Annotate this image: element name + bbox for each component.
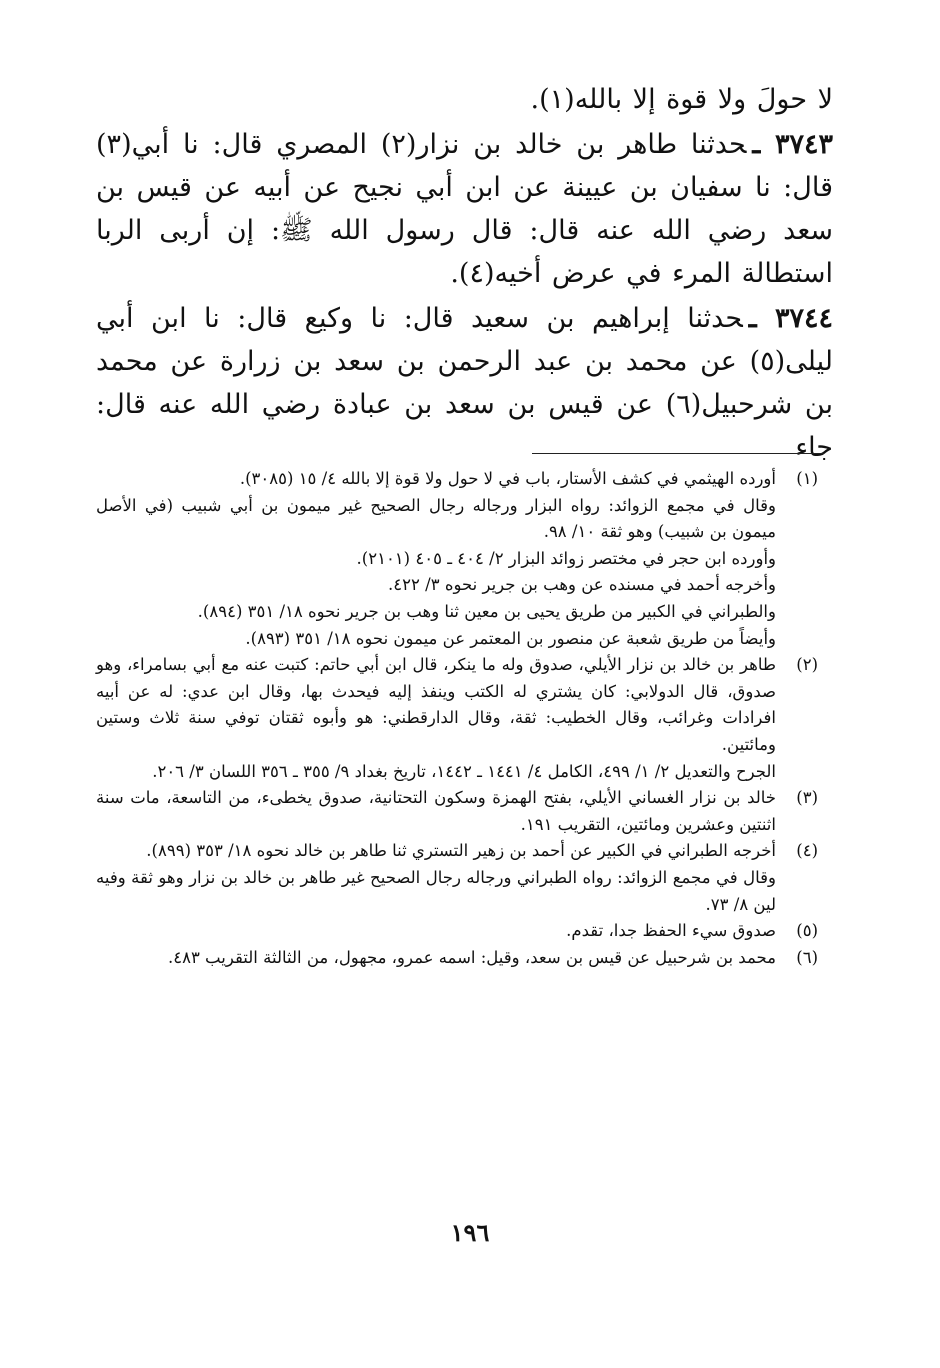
footnote-paragraph: أورده الهيثمي في كشف الأستار، باب في لا حول ولا قوة إلا بالله ٤/ ١٥ (٣٠٨٥).	[239, 469, 776, 488]
footnote-paragraph: طاهر بن خالد بن نزار الأيلي، صدوق وله ما ينكر، قال ابن أبي حاتم: كتبت عنه مع أبي بسامراء، وهو صدوق، قال الدولابي: كان يشتري له الكتب وينفذ إليه فيحدث بها، وقال ابن عدي: له عن أبيه افرادات وغرائب، وقال الخطيب: ثقة، وقال الدارقطني: هو وأبوه ثقتان توفي سنة ثلاث وستين ومائتين.	[96, 655, 776, 754]
main-text	[96, 78, 833, 469]
footnote-paragraph: وأيضاً من طريق شعبة عن منصور بن المعتمر عن ميمون نحوه ١٨/ ٣٥١ (٨٩٣).	[245, 628, 776, 648]
footnote-paragraph: والطبراني في الكبير من طريق يحيى بن معين ثنا وهب بن جرير نحوه ١٨/ ٣٥١ (٨٩٤).	[197, 601, 776, 621]
footnote-2	[96, 652, 818, 785]
footnote-number: (٤)	[796, 841, 818, 861]
footnote-paragraph: محمد بن شرحبيل عن قيس بن سعد، وقيل: اسمه عمرو، مجهول، من الثالثة التقريب ٤٨٣.	[167, 947, 776, 967]
footnote-5	[96, 918, 818, 945]
footnote-number: (١)	[796, 469, 818, 488]
footnote-number: (٥)	[796, 921, 818, 941]
footnote-paragraph: وقال في مجمع الزوائد: رواه الطبراني ورجاله رجال الصحيح غير طاهر بن خالد بن نزار وهو ثقة وفيه لين ٨/ ٧٣.	[96, 867, 776, 914]
footnote-number: (٢)	[796, 655, 818, 675]
hadith-number: ٣٧٤٤ ـ	[748, 303, 833, 334]
hadith-text: حدثنا طاهر بن خالد بن نزار(٢) المصري قال: نا أبي(٣) قال: نا سفيان بن عيينة عن ابن أبي نجيح عن أبيه عن قيس بن سعد رضي الله عنه قال: قال رسول الله ﷺ: إن أربى الربا استطالة المرء في عرض أخيه(٤).	[96, 129, 833, 289]
footnote-paragraph: صدوق سيء الحفظ جدا، تقدم.	[566, 921, 776, 941]
footnote-paragraph: خالد بن نزار الغساني الأيلي، بفتح الهمزة وسكون التحتانية، صدوق يخطىء، من التاسعة، مات سنة اثنتين وعشرين ومائتين، التقريب ١٩١.	[96, 788, 776, 834]
footnote-number: (٣)	[796, 788, 818, 808]
footnotes	[96, 466, 818, 971]
footnote-paragraph: وأورده ابن حجر في مختصر زوائد البزار ٢/ ٤٠٤ ـ ٤٠٥ (٢١٠١).	[356, 548, 776, 568]
intro-line: لا حولَ ولا قوة إلا بالله(١).	[530, 84, 833, 115]
footnote-1	[96, 466, 818, 652]
footnote-paragraph: وقال في مجمع الزوائد: رواه البزار ورجاله رجال الصحيح غير ميمون بن أبي شبيب (في الأصل ميمون بن شبيب) وهو ثقة ١٠/ ٩٨.	[96, 495, 776, 542]
footnote-number: (٦)	[796, 947, 818, 967]
footnote-6	[96, 945, 818, 972]
footnote-paragraph: أخرجه الطبراني في الكبير عن أحمد بن زهير التستري ثنا طاهر بن خالد نحوه ١٨/ ٣٥٣ (٨٩٩).	[146, 841, 776, 861]
hadith-3744	[96, 297, 833, 469]
hadith-number: ٣٧٤٣ ـ	[752, 129, 833, 160]
page-number: ١٩٦	[450, 1218, 490, 1247]
footnote-paragraph: الجرح والتعديل ٢/ ١/ ٤٩٩، الكامل ٤/ ١٤٤١ ـ ١٤٤٢، تاريخ بغداد ٩/ ٣٥٥ ـ ٣٥٦ اللسان ٣/ ٢٠٦.	[152, 761, 776, 781]
hadith-text: حدثنا إبراهيم بن سعيد قال: نا وكيع قال: نا ابن أبي ليلى(٥) عن محمد بن عبد الرحمن بن سعد بن زرارة عن محمد بن شرحبيل(٦) عن قيس بن سعد بن عبادة رضي الله عنه قال: جاء	[96, 303, 833, 463]
footnote-4	[96, 838, 818, 918]
hadith-3743	[96, 123, 833, 295]
footnote-3	[96, 785, 818, 838]
footnote-separator	[532, 453, 824, 454]
footnote-paragraph: وأخرجه أحمد في مسنده عن وهب بن جرير نحوه ٣/ ٤٢٢.	[388, 575, 776, 595]
